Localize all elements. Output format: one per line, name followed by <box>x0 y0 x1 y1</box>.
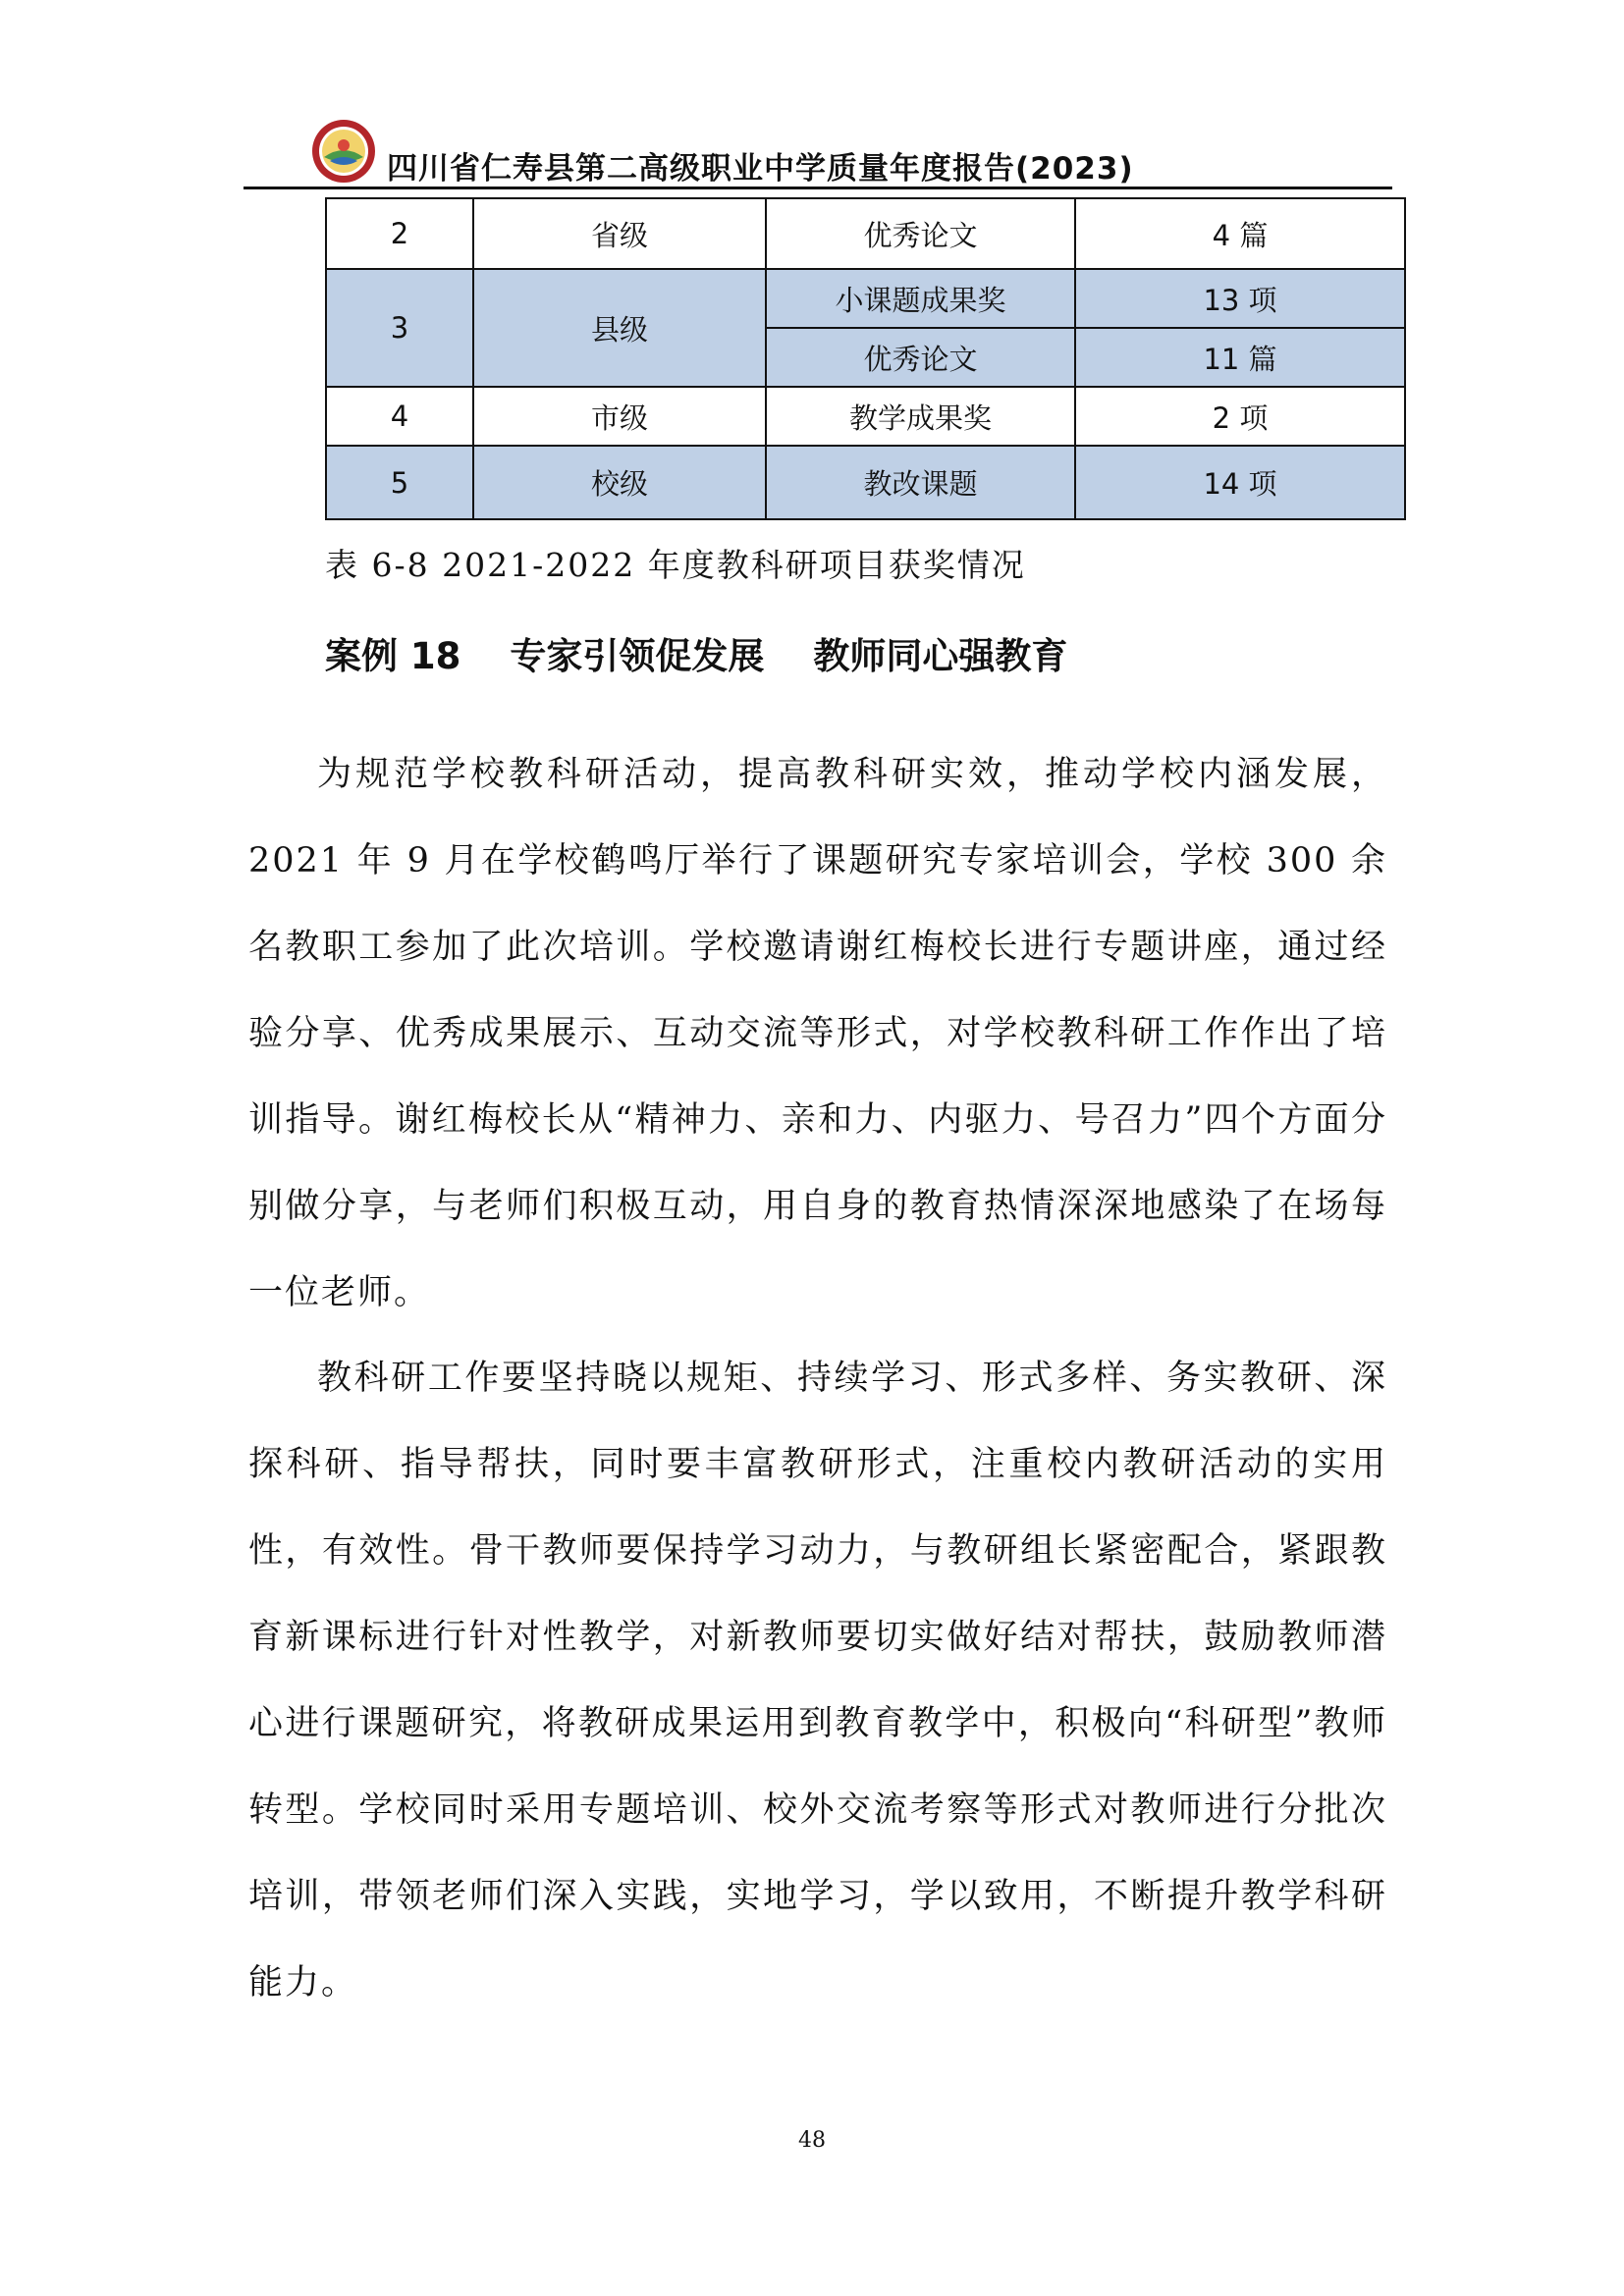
table-cell-count: 4 篇 <box>1075 198 1405 269</box>
case-heading <box>325 626 1067 679</box>
header-divider <box>244 187 1392 189</box>
table-cell-level: 市级 <box>473 387 766 446</box>
table-cell-no: 4 <box>326 387 473 446</box>
case-title-part2: 教师同心强教育 <box>813 635 1068 677</box>
table-cell-count: 2 项 <box>1075 387 1405 446</box>
page-header <box>244 110 1392 190</box>
table-cell-item: 教学成果奖 <box>766 387 1075 446</box>
table-cell-item: 优秀论文 <box>766 198 1075 269</box>
table-cell-count: 13 项 <box>1075 269 1405 328</box>
table-cell-item: 教改课题 <box>766 446 1075 519</box>
table-cell-level: 省级 <box>473 198 766 269</box>
awards-table <box>325 197 1406 520</box>
table-caption: 表 6-8 2021-2022 年度教科研项目获奖情况 <box>325 546 1026 584</box>
page-number: 48 <box>798 2128 826 2153</box>
table-row <box>326 269 1405 328</box>
table-cell-no: 2 <box>326 198 473 269</box>
table-cell-count: 11 篇 <box>1075 328 1405 387</box>
body-paragraph: 教科研工作要坚持晓以规矩、持续学习、形式多样、务实教研、深探科研、指导帮扶，同时要丰富教研形式，注重校内教研活动的实用性，有效性。骨干教师要保持学习动力，与教研组长紧密配合，紧跟教育新课标进行针对性教学，对新教师要切实做好结对帮扶，鼓励教师潜心进行课题研究，将教研成果运用到教育教学中，积极向“科研型”教师转型。学校同时采用专题培训、校外交流考察等形式对教师进行分批次培训，带领老师们深入实践，实地学习，学以致用，不断提升教学科研能力。 <box>248 1359 1387 2002</box>
table-cell-level: 县级 <box>473 269 766 387</box>
table-row <box>326 446 1405 519</box>
table-cell-level: 校级 <box>473 446 766 519</box>
table-row <box>326 198 1405 269</box>
case-label: 案例 18 <box>325 635 461 677</box>
case-title-part1: 专家引领促发展 <box>510 635 765 677</box>
table-row <box>326 387 1405 446</box>
table-cell-item: 优秀论文 <box>766 328 1075 387</box>
report-title: 四川省仁寿县第二高级职业中学质量年度报告(2023) <box>387 151 1134 187</box>
school-logo-icon <box>310 118 377 185</box>
body-paragraph: 为规范学校教科研活动，提高教科研实效，推动学校内涵发展，2021 年 9 月在学校鹤鸣厅举行了课题研究专家培训会，学校 300 余名教职工参加了此次培训。学校邀请谢红梅校长进行专题讲座，通过经验分享、优秀成果展示、互动交流等形式，对学校教科研工作作出了培训指导。谢红梅校长从“精神力、亲和力、内驱力、号召力”四个方面分别做分享，与老师们积极互动，用自身的教育热情深深地感染了在场每一位老师。 <box>248 755 1387 1312</box>
table-cell-item: 小课题成果奖 <box>766 269 1075 328</box>
table-cell-no: 3 <box>326 269 473 387</box>
table-cell-no: 5 <box>326 446 473 519</box>
table-cell-count: 14 项 <box>1075 446 1405 519</box>
